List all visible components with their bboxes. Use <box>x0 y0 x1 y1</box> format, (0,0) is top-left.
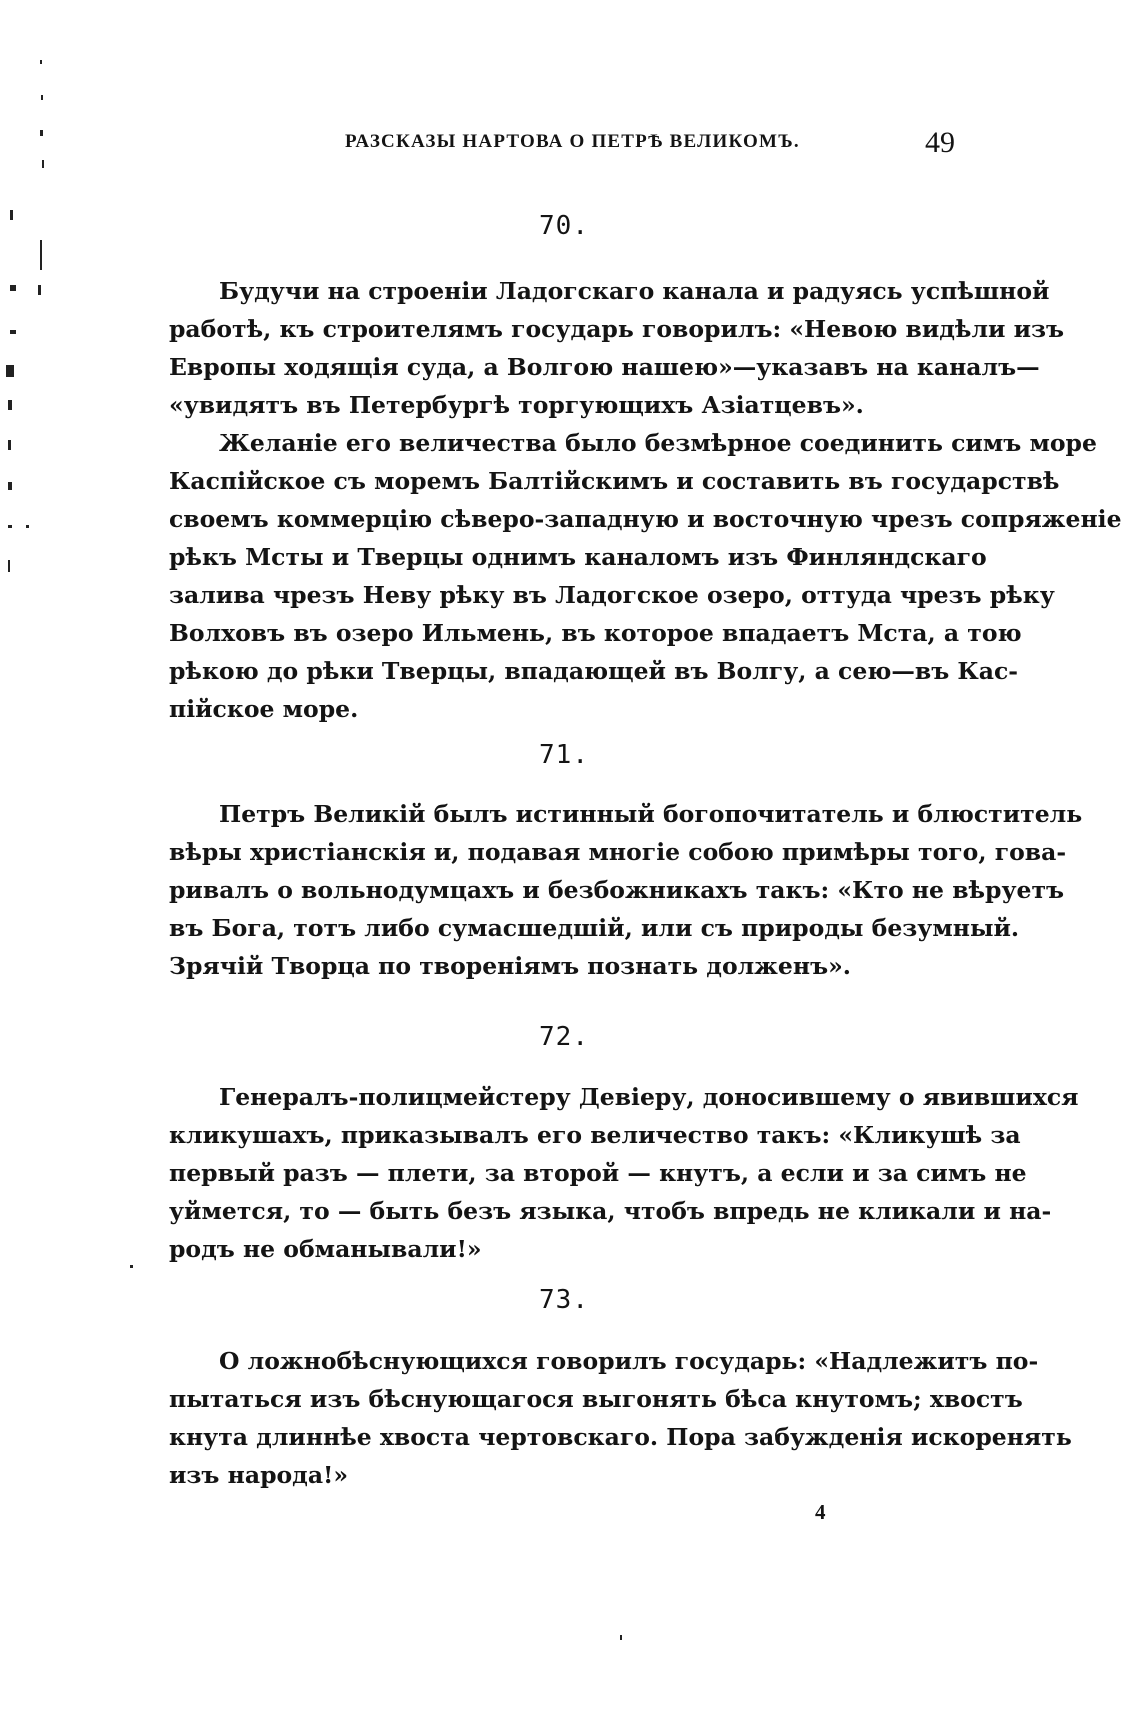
scan-artifact-mark <box>10 285 16 291</box>
text-line: кликушахъ, приказывалъ его величество такъ: «Кликушѣ за <box>169 1121 1021 1149</box>
scan-artifact-mark <box>38 285 41 295</box>
text-line: Генералъ-полицмейстеру Девіеру, доносившему о явившихся <box>219 1083 1079 1111</box>
text-line: рѣкою до рѣки Тверцы, впадающей въ Волгу, а сею—въ Кас- <box>169 657 1019 685</box>
scan-artifact-mark <box>40 130 43 136</box>
text-line: вѣры христіанскія и, подавая многіе собою примѣры того, гова- <box>169 838 1067 866</box>
text-line: родъ не обманывали!» <box>169 1235 482 1263</box>
section-number: 73. <box>539 1285 589 1315</box>
text-line: Волховъ въ озеро Ильмень, въ которое впадаетъ Мста, а тою <box>169 619 1022 647</box>
text-line: уймется, то — быть безъ языка, чтобъ впредь не кликали и на- <box>169 1197 1052 1225</box>
page-number: 49 <box>925 126 955 159</box>
scan-artifact-mark <box>41 95 43 100</box>
scan-artifact-mark <box>8 400 12 410</box>
text-line: Зрячій Творца по твореніямъ познать долженъ». <box>169 952 851 980</box>
text-line: Желаніе его величества было безмѣрное соединить симъ море <box>219 429 1097 457</box>
scan-artifact-mark <box>130 1265 133 1268</box>
running-head-title: РАЗСКАЗЫ НАРТОВА О ПЕТРѢ ВЕЛИКОМЪ. <box>345 131 800 152</box>
text-line: изъ народа!» <box>169 1461 349 1489</box>
printer-signature-mark: 4 <box>815 1500 826 1524</box>
scan-artifact-mark <box>42 160 44 168</box>
text-line: О ложнобѣснующихся говорилъ государь: «Надлежитъ по- <box>219 1347 1039 1375</box>
text-line: работѣ, къ строителямъ государь говорилъ: «Невою видѣли изъ <box>169 315 1065 343</box>
text-line: пытаться изъ бѣснующагося выгонять бѣса кнутомъ; хвостъ <box>169 1385 1023 1413</box>
text-line: пійское море. <box>169 695 359 723</box>
text-line: Петръ Великій былъ истинный богопочитатель и блюститель <box>219 800 1083 828</box>
scan-artifact-mark <box>8 560 10 572</box>
scan-artifact-mark <box>8 482 12 490</box>
text-line: рѣкъ Мсты и Тверцы однимъ каналомъ изъ Финляндскаго <box>169 543 987 571</box>
text-line: «увидятъ въ Петербургѣ торгующихъ Азіатцевъ». <box>169 391 864 419</box>
scan-artifact-mark <box>10 210 13 220</box>
scan-artifact-mark <box>40 240 42 270</box>
scan-artifact-mark <box>6 365 14 377</box>
text-line: Европы ходящія суда, а Волгою нашею»—указавъ на каналъ— <box>169 353 1040 381</box>
text-line: ривалъ о вольнодумцахъ и безбожникахъ такъ: «Кто не вѣруетъ <box>169 876 1065 904</box>
scan-artifact-mark <box>620 1635 622 1640</box>
text-line: Будучи на строеніи Ладогскаго канала и радуясь успѣшной <box>219 277 1050 305</box>
text-line: своемъ коммерцію сѣверо-западную и восточную чрезъ сопряженіе <box>169 505 1122 533</box>
scan-artifact-mark <box>8 525 12 528</box>
section-number: 71. <box>539 740 589 770</box>
scan-artifact-mark <box>40 60 42 64</box>
text-line: залива чрезъ Неву рѣку въ Ладогское озеро, оттуда чрезъ рѣку <box>169 581 1055 609</box>
section-number: 70. <box>539 211 589 241</box>
section-number: 72. <box>539 1022 589 1052</box>
text-line: кнута длиннѣе хвоста чертовскаго. Пора забужденія искоренять <box>169 1423 1072 1451</box>
text-line: первый разъ — плети, за второй — кнутъ, а если и за симъ не <box>169 1159 1027 1187</box>
scan-artifact-mark <box>8 440 11 450</box>
scan-artifact-mark <box>26 525 29 528</box>
scan-artifact-mark <box>10 330 16 334</box>
text-line: въ Бога, тотъ либо сумасшедшій, или съ природы безумный. <box>169 914 1020 942</box>
text-line: Каспійское съ моремъ Балтійскимъ и составить въ государствѣ <box>169 467 1060 495</box>
